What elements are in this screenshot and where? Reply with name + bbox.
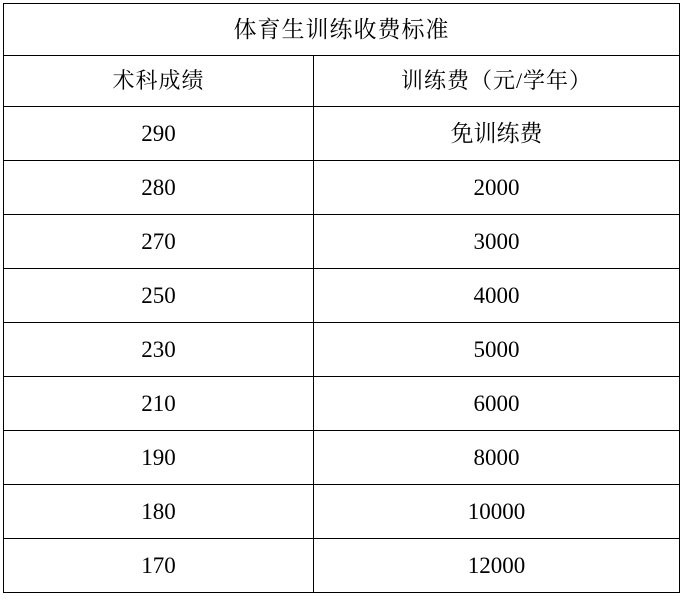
score-cell: 210 [4, 377, 314, 431]
table-row [4, 107, 680, 161]
fee-cell: 免训练费 [314, 107, 680, 161]
score-cell: 270 [4, 215, 314, 269]
table-row [4, 539, 680, 593]
table-row [4, 269, 680, 323]
title-row [4, 4, 680, 56]
score-cell: 290 [4, 107, 314, 161]
table-row [4, 431, 680, 485]
score-cell: 280 [4, 161, 314, 215]
score-cell: 230 [4, 323, 314, 377]
fee-cell: 6000 [314, 377, 680, 431]
table-title: 体育生训练收费标准 [4, 4, 680, 56]
fee-cell: 5000 [314, 323, 680, 377]
table-row [4, 485, 680, 539]
score-cell: 170 [4, 539, 314, 593]
fee-cell: 8000 [314, 431, 680, 485]
header-fee: 训练费（元/学年） [314, 56, 680, 107]
score-cell: 250 [4, 269, 314, 323]
fee-cell: 12000 [314, 539, 680, 593]
fee-standard-table [3, 3, 680, 593]
score-cell: 190 [4, 431, 314, 485]
fee-cell: 4000 [314, 269, 680, 323]
fee-cell: 3000 [314, 215, 680, 269]
header-score: 术科成绩 [4, 56, 314, 107]
table-row [4, 377, 680, 431]
fee-cell: 10000 [314, 485, 680, 539]
header-row [4, 56, 680, 107]
score-cell: 180 [4, 485, 314, 539]
table-row [4, 161, 680, 215]
fee-cell: 2000 [314, 161, 680, 215]
table-row [4, 215, 680, 269]
table-row [4, 323, 680, 377]
